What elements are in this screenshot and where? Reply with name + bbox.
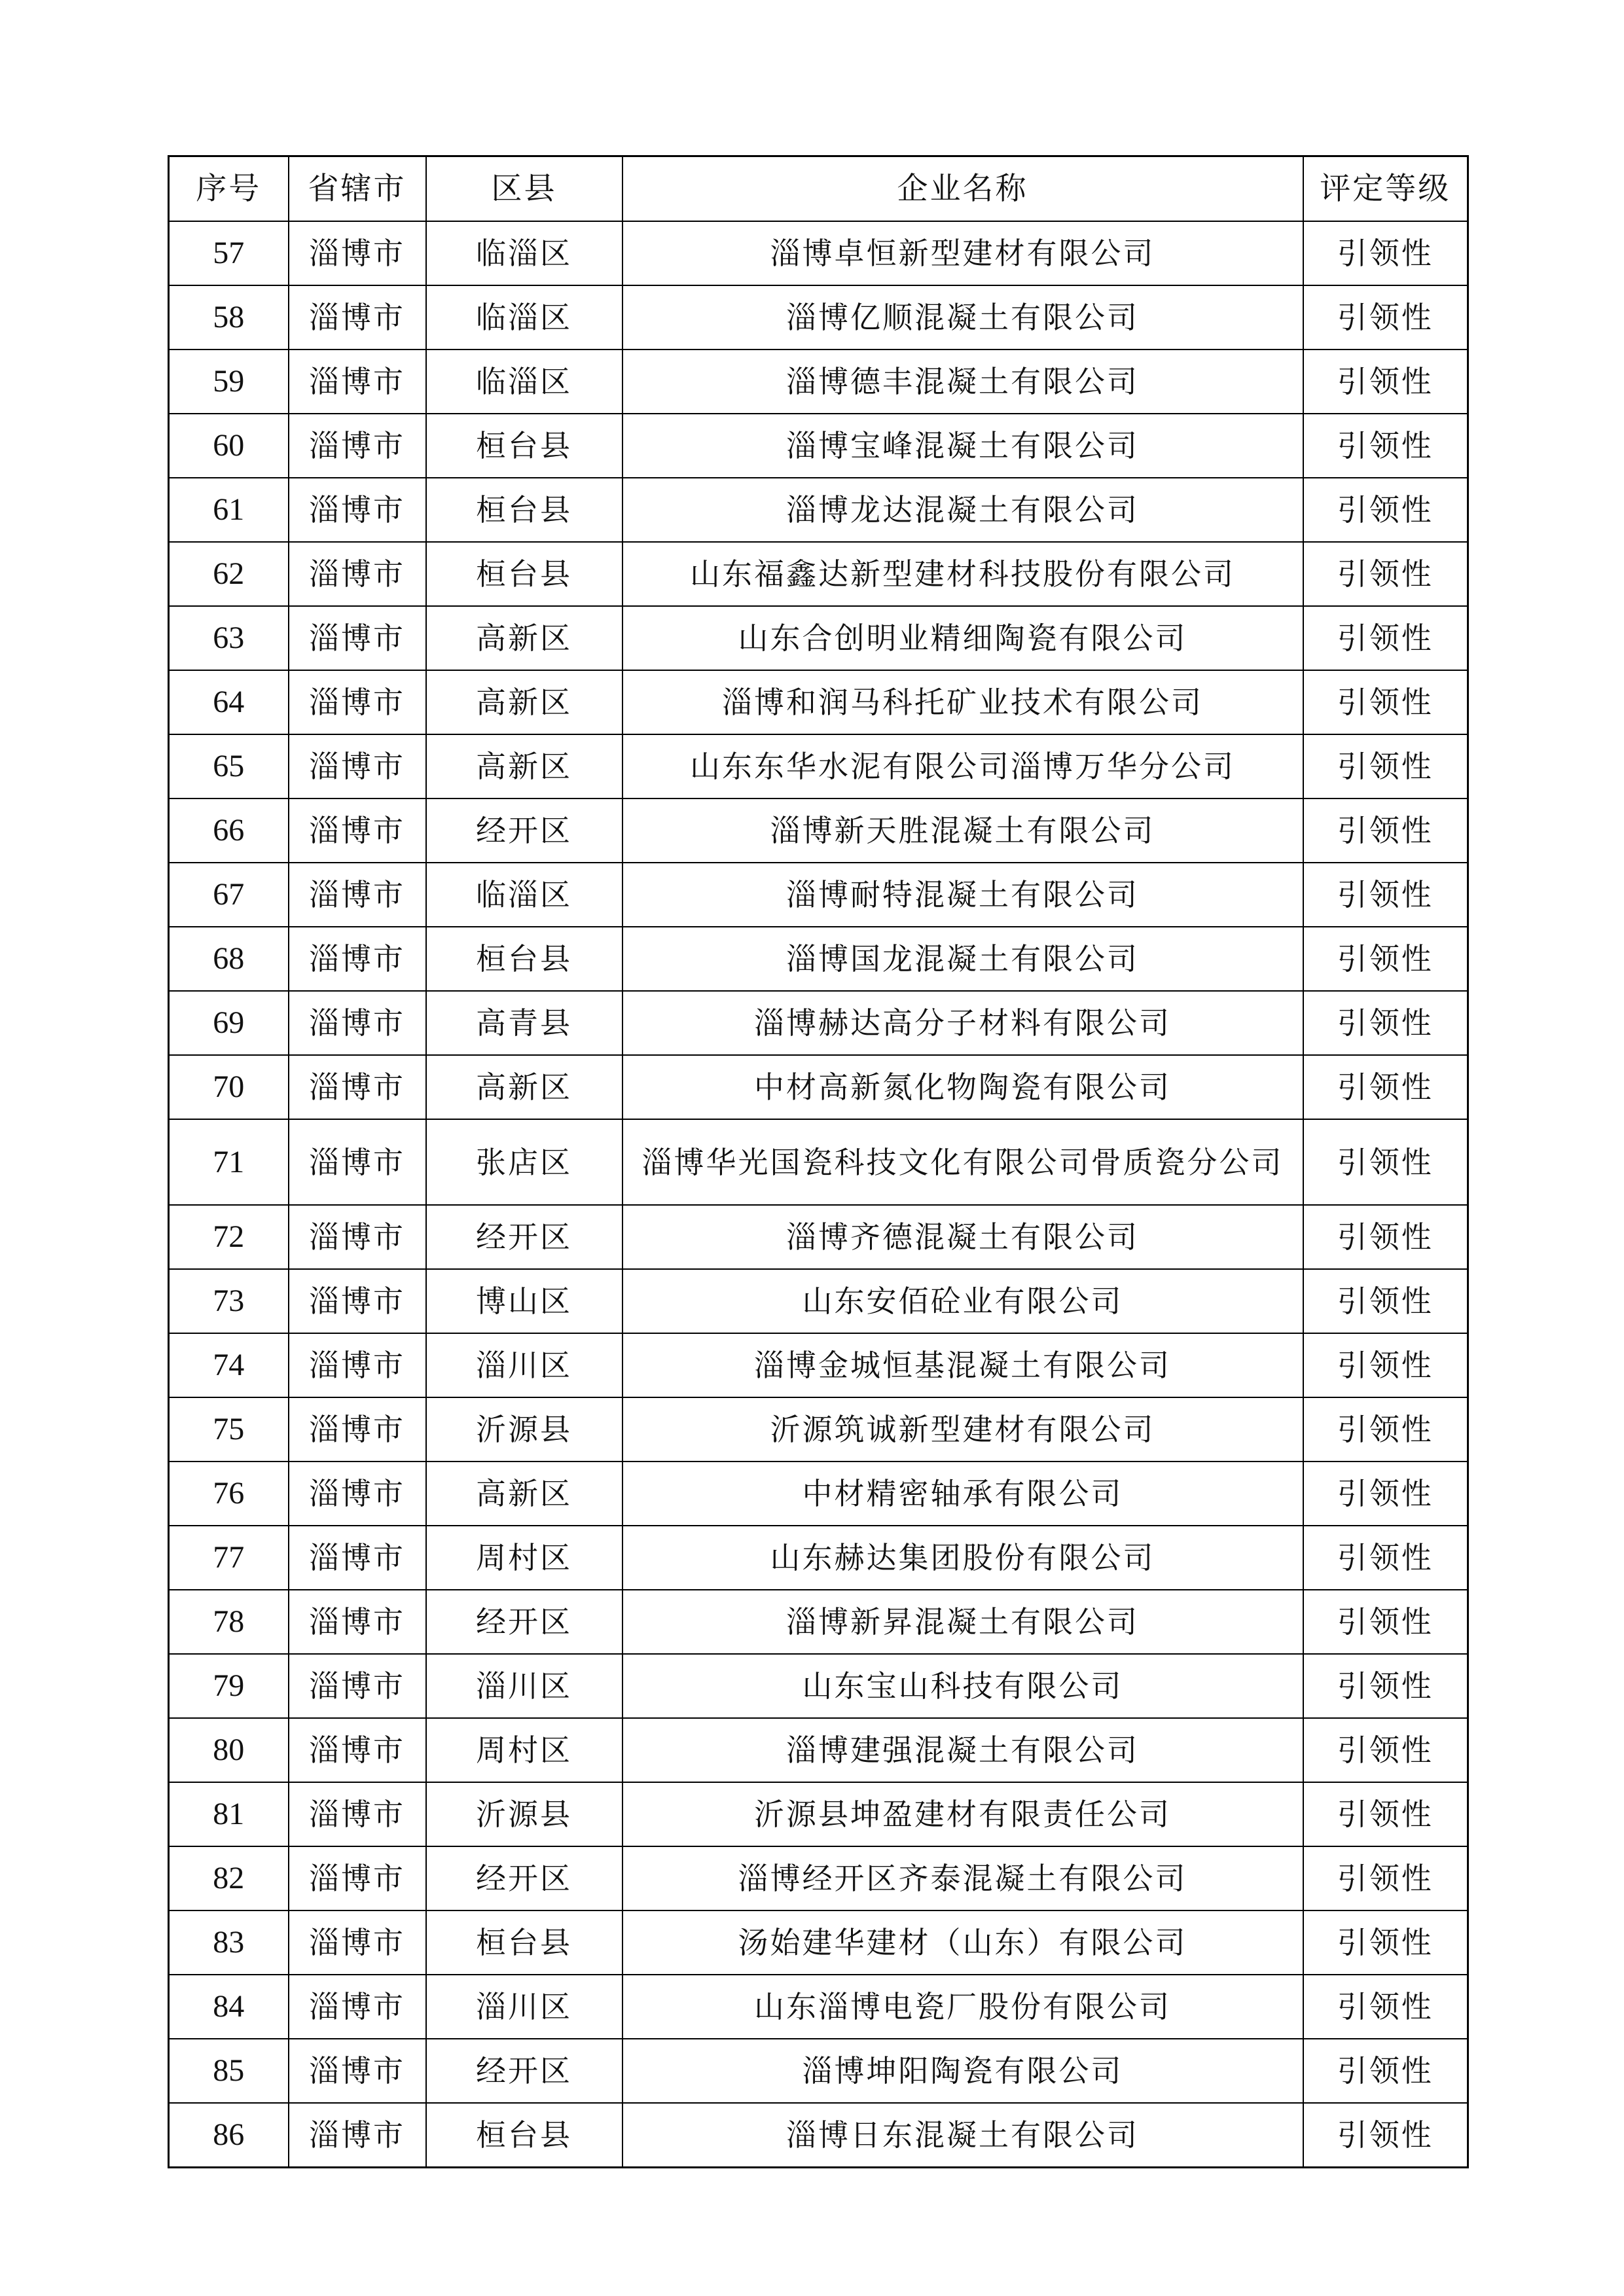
cell-city: 淄博市 bbox=[289, 1397, 426, 1462]
cell-seq: 59 bbox=[169, 350, 289, 414]
cell-grade: 引领性 bbox=[1303, 1462, 1468, 1526]
cell-grade: 引领性 bbox=[1303, 1055, 1468, 1119]
table-row bbox=[169, 670, 1468, 734]
cell-city: 淄博市 bbox=[289, 863, 426, 927]
cell-grade: 引领性 bbox=[1303, 1590, 1468, 1654]
cell-district: 经开区 bbox=[426, 1590, 623, 1654]
cell-seq: 73 bbox=[169, 1269, 289, 1333]
cell-city: 淄博市 bbox=[289, 221, 426, 285]
cell-grade: 引领性 bbox=[1303, 414, 1468, 478]
cell-district: 淄川区 bbox=[426, 1333, 623, 1397]
table-row bbox=[169, 1333, 1468, 1397]
header-district: 区县 bbox=[426, 156, 623, 222]
table-row bbox=[169, 1654, 1468, 1718]
cell-company: 淄博经开区齐泰混凝土有限公司 bbox=[623, 1846, 1303, 1910]
cell-grade: 引领性 bbox=[1303, 542, 1468, 606]
cell-company: 山东福鑫达新型建材科技股份有限公司 bbox=[623, 542, 1303, 606]
cell-company: 淄博龙达混凝土有限公司 bbox=[623, 478, 1303, 542]
table-row bbox=[169, 285, 1468, 350]
cell-seq: 83 bbox=[169, 1910, 289, 1975]
table-row bbox=[169, 2039, 1468, 2103]
table-row bbox=[169, 991, 1468, 1055]
table-row bbox=[169, 1397, 1468, 1462]
cell-city: 淄博市 bbox=[289, 1055, 426, 1119]
cell-district: 张店区 bbox=[426, 1119, 623, 1205]
cell-city: 淄博市 bbox=[289, 1526, 426, 1590]
table-row bbox=[169, 734, 1468, 798]
table-row bbox=[169, 478, 1468, 542]
cell-district: 经开区 bbox=[426, 1205, 623, 1269]
cell-grade: 引领性 bbox=[1303, 285, 1468, 350]
cell-seq: 74 bbox=[169, 1333, 289, 1397]
table-row bbox=[169, 542, 1468, 606]
cell-grade: 引领性 bbox=[1303, 1269, 1468, 1333]
cell-city: 淄博市 bbox=[289, 1782, 426, 1846]
cell-grade: 引领性 bbox=[1303, 1654, 1468, 1718]
cell-grade: 引领性 bbox=[1303, 478, 1468, 542]
cell-company: 沂源筑诚新型建材有限公司 bbox=[623, 1397, 1303, 1462]
cell-seq: 57 bbox=[169, 221, 289, 285]
cell-district: 经开区 bbox=[426, 1846, 623, 1910]
cell-grade: 引领性 bbox=[1303, 1397, 1468, 1462]
cell-city: 淄博市 bbox=[289, 991, 426, 1055]
cell-city: 淄博市 bbox=[289, 1910, 426, 1975]
cell-company: 淄博坤阳陶瓷有限公司 bbox=[623, 2039, 1303, 2103]
cell-district: 高青县 bbox=[426, 991, 623, 1055]
cell-seq: 79 bbox=[169, 1654, 289, 1718]
cell-city: 淄博市 bbox=[289, 350, 426, 414]
cell-district: 高新区 bbox=[426, 670, 623, 734]
cell-seq: 85 bbox=[169, 2039, 289, 2103]
cell-seq: 72 bbox=[169, 1205, 289, 1269]
cell-seq: 69 bbox=[169, 991, 289, 1055]
cell-seq: 64 bbox=[169, 670, 289, 734]
table-row bbox=[169, 1590, 1468, 1654]
cell-company: 山东安佰砼业有限公司 bbox=[623, 1269, 1303, 1333]
cell-seq: 76 bbox=[169, 1462, 289, 1526]
cell-company: 淄博华光国瓷科技文化有限公司骨质瓷分公司 bbox=[623, 1119, 1303, 1205]
cell-seq: 62 bbox=[169, 542, 289, 606]
cell-city: 淄博市 bbox=[289, 1269, 426, 1333]
header-city: 省辖市 bbox=[289, 156, 426, 222]
cell-district: 高新区 bbox=[426, 1055, 623, 1119]
table-row bbox=[169, 798, 1468, 863]
cell-grade: 引领性 bbox=[1303, 350, 1468, 414]
cell-seq: 75 bbox=[169, 1397, 289, 1462]
cell-city: 淄博市 bbox=[289, 1119, 426, 1205]
cell-grade: 引领性 bbox=[1303, 863, 1468, 927]
table-body bbox=[169, 221, 1468, 2168]
cell-city: 淄博市 bbox=[289, 606, 426, 670]
cell-company: 淄博耐特混凝土有限公司 bbox=[623, 863, 1303, 927]
cell-city: 淄博市 bbox=[289, 285, 426, 350]
cell-seq: 65 bbox=[169, 734, 289, 798]
cell-city: 淄博市 bbox=[289, 670, 426, 734]
cell-seq: 82 bbox=[169, 1846, 289, 1910]
cell-company: 淄博和润马科托矿业技术有限公司 bbox=[623, 670, 1303, 734]
table-row bbox=[169, 1782, 1468, 1846]
header-company: 企业名称 bbox=[623, 156, 1303, 222]
enterprise-grade-table bbox=[168, 155, 1469, 2168]
cell-seq: 86 bbox=[169, 2103, 289, 2168]
cell-grade: 引领性 bbox=[1303, 734, 1468, 798]
cell-company: 淄博金城恒基混凝土有限公司 bbox=[623, 1333, 1303, 1397]
cell-district: 桓台县 bbox=[426, 414, 623, 478]
cell-district: 淄川区 bbox=[426, 1975, 623, 2039]
header-grade: 评定等级 bbox=[1303, 156, 1468, 222]
table-row bbox=[169, 1526, 1468, 1590]
cell-seq: 77 bbox=[169, 1526, 289, 1590]
table-row bbox=[169, 1119, 1468, 1205]
cell-company: 山东宝山科技有限公司 bbox=[623, 1654, 1303, 1718]
cell-grade: 引领性 bbox=[1303, 606, 1468, 670]
cell-seq: 60 bbox=[169, 414, 289, 478]
table-row bbox=[169, 1718, 1468, 1782]
cell-city: 淄博市 bbox=[289, 798, 426, 863]
cell-city: 淄博市 bbox=[289, 2103, 426, 2168]
cell-city: 淄博市 bbox=[289, 927, 426, 991]
cell-district: 沂源县 bbox=[426, 1782, 623, 1846]
cell-city: 淄博市 bbox=[289, 1718, 426, 1782]
cell-district: 桓台县 bbox=[426, 1910, 623, 1975]
cell-district: 周村区 bbox=[426, 1718, 623, 1782]
cell-city: 淄博市 bbox=[289, 1654, 426, 1718]
cell-district: 经开区 bbox=[426, 2039, 623, 2103]
table-row bbox=[169, 1055, 1468, 1119]
cell-grade: 引领性 bbox=[1303, 991, 1468, 1055]
cell-company: 中材高新氮化物陶瓷有限公司 bbox=[623, 1055, 1303, 1119]
cell-company: 淄博国龙混凝土有限公司 bbox=[623, 927, 1303, 991]
table-row bbox=[169, 350, 1468, 414]
cell-district: 临淄区 bbox=[426, 221, 623, 285]
cell-seq: 58 bbox=[169, 285, 289, 350]
header-seq: 序号 bbox=[169, 156, 289, 222]
cell-city: 淄博市 bbox=[289, 1975, 426, 2039]
cell-seq: 67 bbox=[169, 863, 289, 927]
cell-district: 高新区 bbox=[426, 606, 623, 670]
table-row bbox=[169, 1462, 1468, 1526]
cell-company: 淄博日东混凝土有限公司 bbox=[623, 2103, 1303, 2168]
cell-seq: 61 bbox=[169, 478, 289, 542]
cell-city: 淄博市 bbox=[289, 1462, 426, 1526]
table-header-row bbox=[169, 156, 1468, 222]
cell-district: 桓台县 bbox=[426, 478, 623, 542]
cell-city: 淄博市 bbox=[289, 2039, 426, 2103]
cell-district: 经开区 bbox=[426, 798, 623, 863]
cell-grade: 引领性 bbox=[1303, 1975, 1468, 2039]
cell-grade: 引领性 bbox=[1303, 1526, 1468, 1590]
cell-grade: 引领性 bbox=[1303, 1782, 1468, 1846]
table-row bbox=[169, 863, 1468, 927]
cell-company: 淄博亿顺混凝土有限公司 bbox=[623, 285, 1303, 350]
cell-district: 临淄区 bbox=[426, 863, 623, 927]
cell-company: 淄博德丰混凝土有限公司 bbox=[623, 350, 1303, 414]
cell-grade: 引领性 bbox=[1303, 1205, 1468, 1269]
cell-company: 淄博建强混凝土有限公司 bbox=[623, 1718, 1303, 1782]
cell-company: 山东淄博电瓷厂股份有限公司 bbox=[623, 1975, 1303, 2039]
cell-grade: 引领性 bbox=[1303, 1718, 1468, 1782]
cell-seq: 66 bbox=[169, 798, 289, 863]
cell-district: 周村区 bbox=[426, 1526, 623, 1590]
cell-district: 博山区 bbox=[426, 1269, 623, 1333]
table-row bbox=[169, 221, 1468, 285]
table-row bbox=[169, 2103, 1468, 2168]
cell-grade: 引领性 bbox=[1303, 1119, 1468, 1205]
cell-seq: 80 bbox=[169, 1718, 289, 1782]
cell-seq: 71 bbox=[169, 1119, 289, 1205]
cell-seq: 78 bbox=[169, 1590, 289, 1654]
cell-grade: 引领性 bbox=[1303, 798, 1468, 863]
cell-seq: 70 bbox=[169, 1055, 289, 1119]
cell-company: 淄博新昇混凝土有限公司 bbox=[623, 1590, 1303, 1654]
cell-company: 山东东华水泥有限公司淄博万华分公司 bbox=[623, 734, 1303, 798]
cell-grade: 引领性 bbox=[1303, 1333, 1468, 1397]
cell-city: 淄博市 bbox=[289, 734, 426, 798]
cell-seq: 68 bbox=[169, 927, 289, 991]
cell-grade: 引领性 bbox=[1303, 1910, 1468, 1975]
cell-grade: 引领性 bbox=[1303, 2039, 1468, 2103]
cell-district: 桓台县 bbox=[426, 542, 623, 606]
cell-city: 淄博市 bbox=[289, 1205, 426, 1269]
cell-seq: 84 bbox=[169, 1975, 289, 2039]
cell-grade: 引领性 bbox=[1303, 670, 1468, 734]
cell-company: 山东赫达集团股份有限公司 bbox=[623, 1526, 1303, 1590]
table-row bbox=[169, 1846, 1468, 1910]
cell-grade: 引领性 bbox=[1303, 927, 1468, 991]
cell-company: 淄博新天胜混凝土有限公司 bbox=[623, 798, 1303, 863]
cell-district: 临淄区 bbox=[426, 350, 623, 414]
table-row bbox=[169, 1205, 1468, 1269]
cell-district: 临淄区 bbox=[426, 285, 623, 350]
cell-company: 沂源县坤盈建材有限责任公司 bbox=[623, 1782, 1303, 1846]
cell-company: 淄博齐德混凝土有限公司 bbox=[623, 1205, 1303, 1269]
cell-company: 淄博宝峰混凝土有限公司 bbox=[623, 414, 1303, 478]
cell-city: 淄博市 bbox=[289, 1590, 426, 1654]
cell-grade: 引领性 bbox=[1303, 2103, 1468, 2168]
cell-company: 汤始建华建材（山东）有限公司 bbox=[623, 1910, 1303, 1975]
cell-city: 淄博市 bbox=[289, 414, 426, 478]
cell-city: 淄博市 bbox=[289, 542, 426, 606]
cell-seq: 63 bbox=[169, 606, 289, 670]
cell-district: 桓台县 bbox=[426, 2103, 623, 2168]
cell-district: 高新区 bbox=[426, 1462, 623, 1526]
table-row bbox=[169, 1269, 1468, 1333]
cell-district: 沂源县 bbox=[426, 1397, 623, 1462]
cell-company: 淄博赫达高分子材料有限公司 bbox=[623, 991, 1303, 1055]
cell-city: 淄博市 bbox=[289, 478, 426, 542]
cell-city: 淄博市 bbox=[289, 1333, 426, 1397]
table-row bbox=[169, 1975, 1468, 2039]
table-row bbox=[169, 606, 1468, 670]
cell-district: 淄川区 bbox=[426, 1654, 623, 1718]
cell-district: 桓台县 bbox=[426, 927, 623, 991]
cell-company: 淄博卓恒新型建材有限公司 bbox=[623, 221, 1303, 285]
cell-company: 山东合创明业精细陶瓷有限公司 bbox=[623, 606, 1303, 670]
cell-seq: 81 bbox=[169, 1782, 289, 1846]
cell-grade: 引领性 bbox=[1303, 1846, 1468, 1910]
cell-city: 淄博市 bbox=[289, 1846, 426, 1910]
cell-district: 高新区 bbox=[426, 734, 623, 798]
cell-grade: 引领性 bbox=[1303, 221, 1468, 285]
table-row bbox=[169, 414, 1468, 478]
cell-company: 中材精密轴承有限公司 bbox=[623, 1462, 1303, 1526]
table-row bbox=[169, 927, 1468, 991]
table-row bbox=[169, 1910, 1468, 1975]
